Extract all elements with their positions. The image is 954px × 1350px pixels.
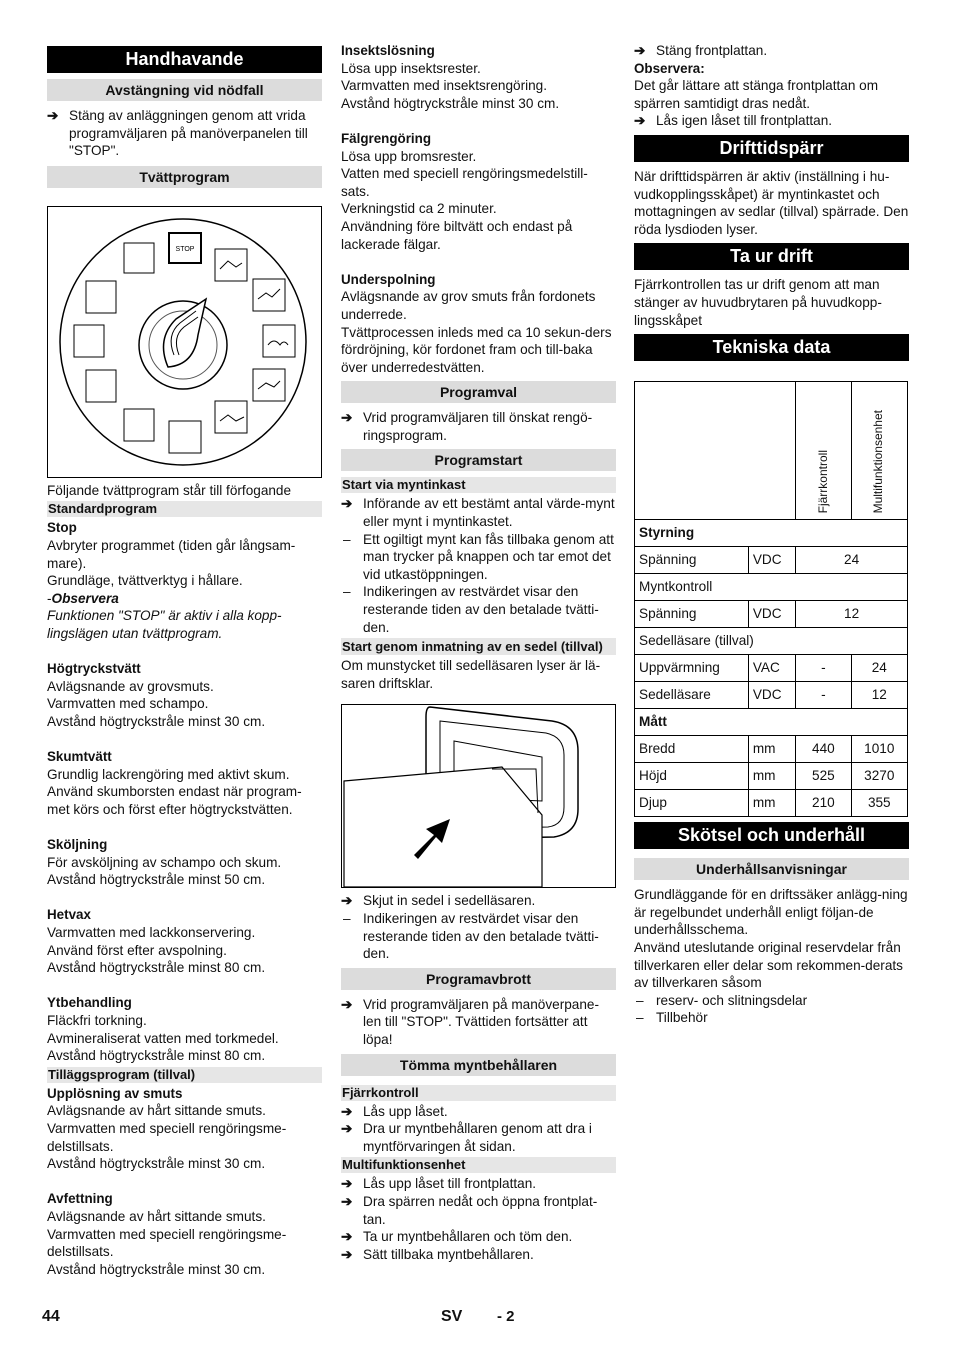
step-multi-3: ➔ Ta ur myntbehållaren och töm den. <box>341 1229 573 1245</box>
skolj-line-2: Avstånd högtryckstråle minst 50 cm. <box>47 872 266 888</box>
heading-tekniska-data: Tekniska data <box>634 334 909 361</box>
table-row: Myntkontroll <box>635 574 908 601</box>
stop-title: Stop <box>47 520 77 536</box>
arrow-icon: ➔ <box>341 893 353 909</box>
underh-para-1: Grundläggande för en driftssäker anlägg-ning är regelbundet underhåll enligt följan-de underhållsschema. <box>634 887 908 938</box>
heading-ta-ur-drift: Ta ur drift <box>634 243 909 270</box>
dash-icon: – <box>343 584 351 600</box>
arrow-icon: ➔ <box>341 996 353 1012</box>
table-row: Spänning VDC 12 <box>635 601 908 628</box>
technical-data-table <box>634 381 908 817</box>
falg-title: Fälgrengöring <box>341 130 432 146</box>
upplos-line-1: Avlägsnande av hårt sittande smuts. <box>47 1103 266 1119</box>
drifttids-text: När drifttidspärren är aktiv (inställning i hu-vudkopplingsskåpet) är myntinkastet och mottagningen av sedlar (tillval) spärrade. Den röda lysdioden lyser. <box>634 168 909 237</box>
underh-item-1: – reserv- och slitningsdelar <box>636 992 808 1008</box>
stop-line-1: Avbryter programmet (tiden går långsam- <box>47 537 296 553</box>
stop-note-text: Funktionen "STOP" är aktiv i alla kopp-lingslägen utan tvättprogram. <box>47 608 282 641</box>
table-row: Bredd mm 440 1010 <box>635 736 908 763</box>
hogtryck-line-2: Varmvatten med schampo. <box>47 696 209 712</box>
step-stang: ➔ Stäng frontplattan. <box>634 43 768 58</box>
ytbeh-line-1: Fläckfri torkning. <box>47 1013 147 1028</box>
heading-programval: Programval <box>341 381 616 403</box>
dash-icon: – <box>636 992 644 1008</box>
column-1 <box>47 42 322 1278</box>
heading-tomma: Tömma myntbehållaren <box>341 1054 616 1076</box>
step-las: ➔ Lås igen låset till frontplattan. <box>634 113 833 129</box>
step-sedel: ➔ Skjut in sedel i sedelläsaren. <box>341 893 536 909</box>
step-mynt: ➔ Införande av ett bestämt antal värde-mynt eller mynt i myntinkastet. <box>341 496 615 530</box>
dash-icon: – <box>343 531 351 547</box>
avfett-line-1: Avlägsnande av hårt sittande smuts. <box>47 1208 266 1224</box>
arrow-icon: ➔ <box>341 1193 353 1209</box>
heading-start-sedel: Start genom inmatning av en sedel (tillval) <box>341 638 616 655</box>
falg-line-4: Användning före biltvätt och endast på lackerade fälgar. <box>341 218 573 252</box>
table-row: Mått <box>635 709 908 736</box>
heading-underhallsanvisningar: Underhållsanvisningar <box>634 858 909 880</box>
column-3 <box>634 42 909 1027</box>
page-sub-number: - 2 <box>497 1308 515 1325</box>
arrow-icon: ➔ <box>634 43 646 58</box>
heading-tillaggsprogram: Tilläggsprogram (tillval) <box>47 1067 322 1083</box>
hogtryck-line-1: Avlägsnande av grovsmuts. <box>47 678 214 694</box>
insekt-line-1: Lösa upp insektsrester. <box>341 60 481 76</box>
arrow-icon: ➔ <box>341 1121 353 1137</box>
dash-icon: – <box>636 1010 644 1026</box>
hetvax-line-2: Använd först efter avspolning. <box>47 942 227 958</box>
arrow-icon: ➔ <box>341 496 353 512</box>
step-fjarr-2: ➔ Dra ur myntbehållaren genom att dra i myntförvaringen åt sidan. <box>341 1121 592 1154</box>
avfett-title: Avfettning <box>47 1191 113 1207</box>
arrow-icon: ➔ <box>341 1176 353 1192</box>
insekt-title: Insektslösning <box>341 43 435 58</box>
step-programval: ➔ Vrid programväljaren till önskat rengö-ringsprogram. <box>341 410 593 443</box>
under-line-2: Tvättprocessen inleds med ca 10 sekun-ders fördröjning, kör fordonet fram och till-baka över underredestvätten. <box>341 324 612 375</box>
observera-text: Det går lättare att stänga frontplattan om spärren samtidigt dras nedåt. <box>634 78 879 111</box>
note-mynt-1: – Ett ogiltigt mynt kan fås tillbaka genom att man trycker på knappen och tar emot det vid utkastöppningen. <box>343 531 614 582</box>
ytbeh-title: Ytbehandling <box>47 995 132 1011</box>
heading-fjarrkontroll: Fjärrkontroll <box>341 1085 616 1101</box>
language-code: SV <box>441 1308 463 1325</box>
heading-start-mynt: Start via myntinkast <box>341 477 616 493</box>
under-line-1: Avlägsnande av grov smuts från fordonets underrede. <box>341 289 596 322</box>
step-multi-4: ➔ Sätt tillbaka myntbehållaren. <box>341 1246 534 1262</box>
program-intro: Följande tvättprogram står till förfogande <box>47 482 292 498</box>
avfett-line-3: Avstånd högtryckstråle minst 30 cm. <box>47 1261 266 1277</box>
arrow-icon: ➔ <box>47 108 59 123</box>
step-multi-1: ➔ Lås upp låset till frontplattan. <box>341 1176 537 1192</box>
skum-line-2: Använd skumborsten endast när program-met körs och först efter högtryckstvätten. <box>47 784 302 817</box>
note-mynt-2: – Indikeringen av restvärdet visar den resterande tiden av den betalade tvätti-den. <box>343 584 599 635</box>
step-programavbrott: ➔ Vrid programväljaren på manöverpane-len till "STOP". Tvättiden fortsätter att löpa! <box>341 996 599 1047</box>
falg-line-2: Vatten med speciell rengöringsmedelstill-sats. <box>341 166 588 199</box>
hogtryck-title: Högtryckstvätt <box>47 661 141 677</box>
ytbeh-line-3: Avstånd högtryckstråle minst 80 cm. <box>47 1048 266 1064</box>
program-dial-illustration <box>48 207 320 477</box>
arrow-icon: ➔ <box>341 1246 353 1262</box>
program-dial-figure <box>47 206 322 478</box>
heading-drifttidsparr: Drifttidspärr <box>634 135 909 162</box>
table-row: Sedelläsare (tillval) <box>635 628 908 655</box>
hogtryck-line-3: Avstånd högtryckstråle minst 30 cm. <box>47 713 266 729</box>
hetvax-title: Hetvax <box>47 907 91 923</box>
stop-line-2: mare). <box>47 555 87 571</box>
col-header-multifunktionsenhet: Multifunktionsenhet <box>871 409 886 514</box>
bill-reader-illustration <box>342 705 614 887</box>
heading-tvattprogram: Tvättprogram <box>47 166 322 188</box>
column-2 <box>341 42 616 1263</box>
falg-line-3: Verkningstid ca 2 minuter. <box>341 201 497 217</box>
heading-programavbrott: Programavbrott <box>341 968 616 990</box>
dash-icon: – <box>343 911 351 926</box>
heading-standardprogram: Standardprogram <box>47 501 322 517</box>
step-multi-2: ➔ Dra spärren nedåt och öppna frontplat-tan. <box>341 1193 598 1227</box>
falg-line-1: Lösa upp bromsrester. <box>341 148 477 164</box>
heading-programstart: Programstart <box>341 449 616 471</box>
heading-handhavande: Handhavande <box>47 46 322 73</box>
note-sedel-1: – Indikeringen av restvärdet visar den resterande tiden av den betalade tvätti-den. <box>343 911 599 962</box>
upplos-line-3: Avstånd högtryckstråle minst 30 cm. <box>47 1156 266 1172</box>
table-row: Sedelläsare VDC - 12 <box>635 682 908 709</box>
table-row: Djup mm 210 355 <box>635 790 908 817</box>
sedel-text: Om munstycket till sedelläsaren lyser är lä-saren driftsklar. <box>341 658 601 691</box>
upplos-line-2: Varmvatten med speciell rengöringsme-delstillsats. <box>47 1120 287 1154</box>
stop-note-label: -Observera <box>47 590 119 606</box>
arrow-icon: ➔ <box>341 410 353 426</box>
heading-avstangning: Avstängning vid nödfall <box>47 79 322 101</box>
arrow-icon: ➔ <box>341 1103 353 1119</box>
table-header-row <box>635 382 908 520</box>
skolj-line-1: För avsköljning av schampo och skum. <box>47 854 282 870</box>
heading-skotsel: Skötsel och underhåll <box>634 822 909 849</box>
ytbeh-line-2: Avmineraliserat vatten med torkmedel. <box>47 1030 279 1046</box>
hetvax-line-3: Avstånd högtryckstråle minst 80 cm. <box>47 960 266 976</box>
step-fjarr-1: ➔ Lås upp låset. <box>341 1103 448 1119</box>
col-header-fjarrkontroll: Fjärrkontroll <box>815 449 830 514</box>
insekt-line-2: Varmvatten med insektsrengöring. <box>341 78 548 94</box>
table-row: Spänning VDC 24 <box>635 547 908 574</box>
heading-multifunktionsenhet: Multifunktionsenhet <box>341 1157 616 1173</box>
under-title: Underspolning <box>341 271 436 287</box>
avfett-line-2: Varmvatten med speciell rengöringsme-delstillsats. <box>47 1226 287 1260</box>
underh-item-2: – Tillbehör <box>636 1010 708 1026</box>
insekt-line-3: Avstånd högtryckstråle minst 30 cm. <box>341 95 560 111</box>
page-number: 44 <box>42 1308 60 1325</box>
skolj-title: Sköljning <box>47 837 108 853</box>
dial-stop-label: STOP <box>175 245 195 253</box>
table-row: Styrning <box>635 520 908 547</box>
skum-line-1: Grundlig lackrengöring med aktivt skum. <box>47 766 290 782</box>
step-avstangning: ➔ Stäng av anläggningen genom att vrida programväljaren på manöverpanelen till "STOP". <box>47 108 308 159</box>
hetvax-line-1: Varmvatten med lackkonservering. <box>47 925 256 941</box>
bill-reader-figure <box>341 704 616 888</box>
table-row: Uppvärmning VAC - 24 <box>635 655 908 682</box>
observera-label: Observera: <box>634 60 705 76</box>
table-row: Höjd mm 525 3270 <box>635 763 908 790</box>
arrow-icon: ➔ <box>634 113 646 129</box>
arrow-icon: ➔ <box>341 1229 353 1245</box>
upplos-title: Upplösning av smuts <box>47 1085 183 1101</box>
stop-line-3: Grundläge, tvättverktyg i hållare. <box>47 573 243 589</box>
taur-text: Fjärrkontrollen tas ur drift genom att man stänger av huvudbrytaren på huvudkopp-lingsskåpet <box>634 277 882 328</box>
underh-para-2: Använd uteslutande original reservdelar från tillverkaren eller delar som rekommen-derats av tillverkaren såsom <box>634 939 903 991</box>
skum-title: Skumtvätt <box>47 749 112 765</box>
